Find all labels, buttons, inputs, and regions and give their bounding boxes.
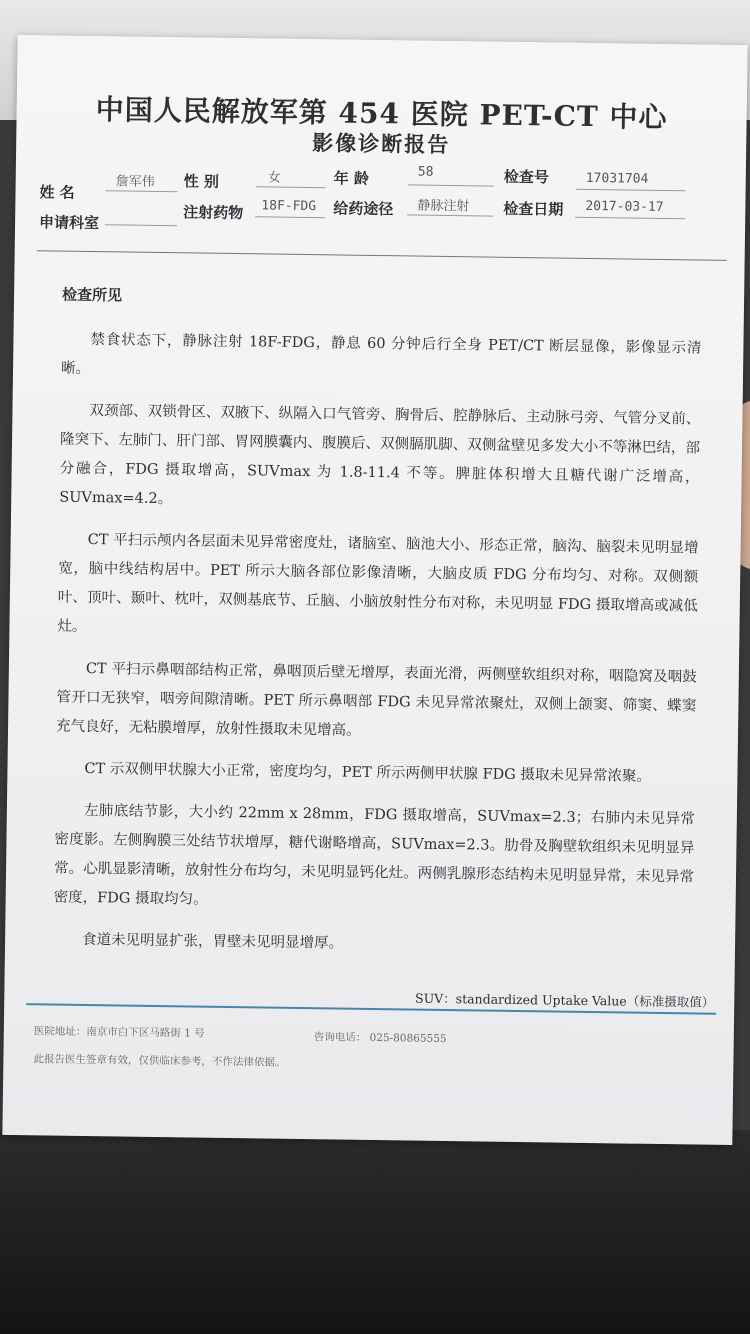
age-underline	[408, 184, 494, 186]
findings-paragraph: 食道未见明显扩张，胃壁未见明显增厚。	[81, 931, 344, 952]
sex-value: 女	[267, 170, 281, 186]
report-sheet	[2, 35, 747, 1145]
age-value: 58	[417, 164, 434, 180]
exam-no-underline	[576, 189, 686, 192]
findings-paragraph: 禁食状态下，静脉注射 18F-FDG，静息 60 分钟后行全身 PET/CT 断层显像，影像显示清晰。	[60, 332, 702, 377]
findings-body	[53, 326, 702, 977]
findings-paragraph: CT 平扫示颅内各层面未见异常密度灶，诸脑室、脑池大小、形态正常，脑沟、脑裂未见明显增宽，脑中线结构居中。PET 所示大脑各部位影像清晰，大脑皮质 FDG 分布均匀、对称。双侧额叶、顶叶、颞叶、枕叶，双侧基底节、丘脑、小脑放射性分布对称，未见明显 FDG 摄取增高或减低灶。	[57, 531, 699, 635]
drug-label: 注射药物	[183, 203, 244, 223]
route-label: 给药途径	[333, 199, 394, 219]
dept-label: 申请科室	[38, 213, 100, 233]
report-disclaimer: 此报告医生签章有效，仅供临床参考，不作法律依据。	[33, 1053, 286, 1069]
route-value: 静脉注射	[417, 198, 470, 215]
suv-footnote: SUV：standardized Uptake Value（标准摄取值）	[414, 990, 715, 1010]
date-label: 检查日期	[503, 199, 564, 219]
drug-value: 18F-FDG	[261, 198, 317, 215]
findings-paragraph: 左肺底结节影，大小约 22mm x 28mm，FDG 摄取增高，SUVmax=2.3；右肺内未见异常密度影。左侧胸膜三处结节状增厚，糖代谢略增高，SUVmax=2.3。肋骨及胸壁软组织未见明显异常。心肌显影清晰，放射性分布均匀，未见明显钙化灶。两侧乳腺形态结构未见明显异常，未见异常密度，FDG 摄取均匀。	[53, 802, 695, 908]
age-label: 年 龄	[333, 169, 370, 188]
hospital-address: 医院地址：南京市白下区马路街 1 号	[33, 1025, 205, 1040]
exam-no-label: 检查号	[503, 167, 549, 187]
date-underline	[575, 217, 685, 220]
route-underline	[407, 214, 493, 216]
name-value: 詹军伟	[115, 174, 155, 190]
background-bottom	[0, 1130, 750, 1334]
date-value: 2017-03-17	[585, 198, 664, 215]
sex-label: 性 别	[183, 172, 220, 191]
hospital-phone: 咨询电话： 025-80865555	[313, 1031, 447, 1046]
header-divider	[37, 250, 727, 261]
findings-paragraph: CT 平扫示鼻咽部结构正常，鼻咽顶后壁无增厚，表面光滑，两侧壁软组织对称，咽隐窝及咽鼓管开口无狭窄，咽旁间隙清晰。PET 所示鼻咽部 FDG 未见异常浓聚灶，双侧上颌窦、筛窦、蝶窦充气良好，无粘膜增厚，放射性摄取未见增高。	[55, 660, 697, 739]
findings-paragraph: CT 示双侧甲状腺大小正常，密度均匀，PET 所示两侧甲状腺 FDG 摄取未见异常浓聚。	[84, 760, 652, 785]
findings-heading: 检查所见	[61, 285, 123, 305]
hospital-title: 中国人民解放军第 454 医院 PET-CT 中心	[95, 93, 668, 135]
report-title: 影像诊断报告	[312, 130, 451, 158]
name-underline	[106, 190, 178, 192]
sex-underline	[256, 186, 326, 188]
drug-underline	[255, 216, 325, 218]
name-label: 姓 名	[39, 183, 75, 202]
exam-no-value: 17031704	[585, 170, 649, 187]
dept-underline	[105, 224, 177, 226]
findings-paragraph: 双颈部、双锁骨区、双腋下、纵隔入口气管旁、胸骨后、腔静脉后、主动脉弓旁、气管分叉前、隆突下、左肺门、肝门部、胃网膜囊内、腹膜后、双侧膈肌脚、双侧盆壁见多发大小不等淋巴结，部分融合，FDG 摄取增高，SUVmax 为 1.8-11.4 不等。脾脏体积增大且糖代谢广泛增高，SUVmax=4.2。	[59, 402, 701, 508]
